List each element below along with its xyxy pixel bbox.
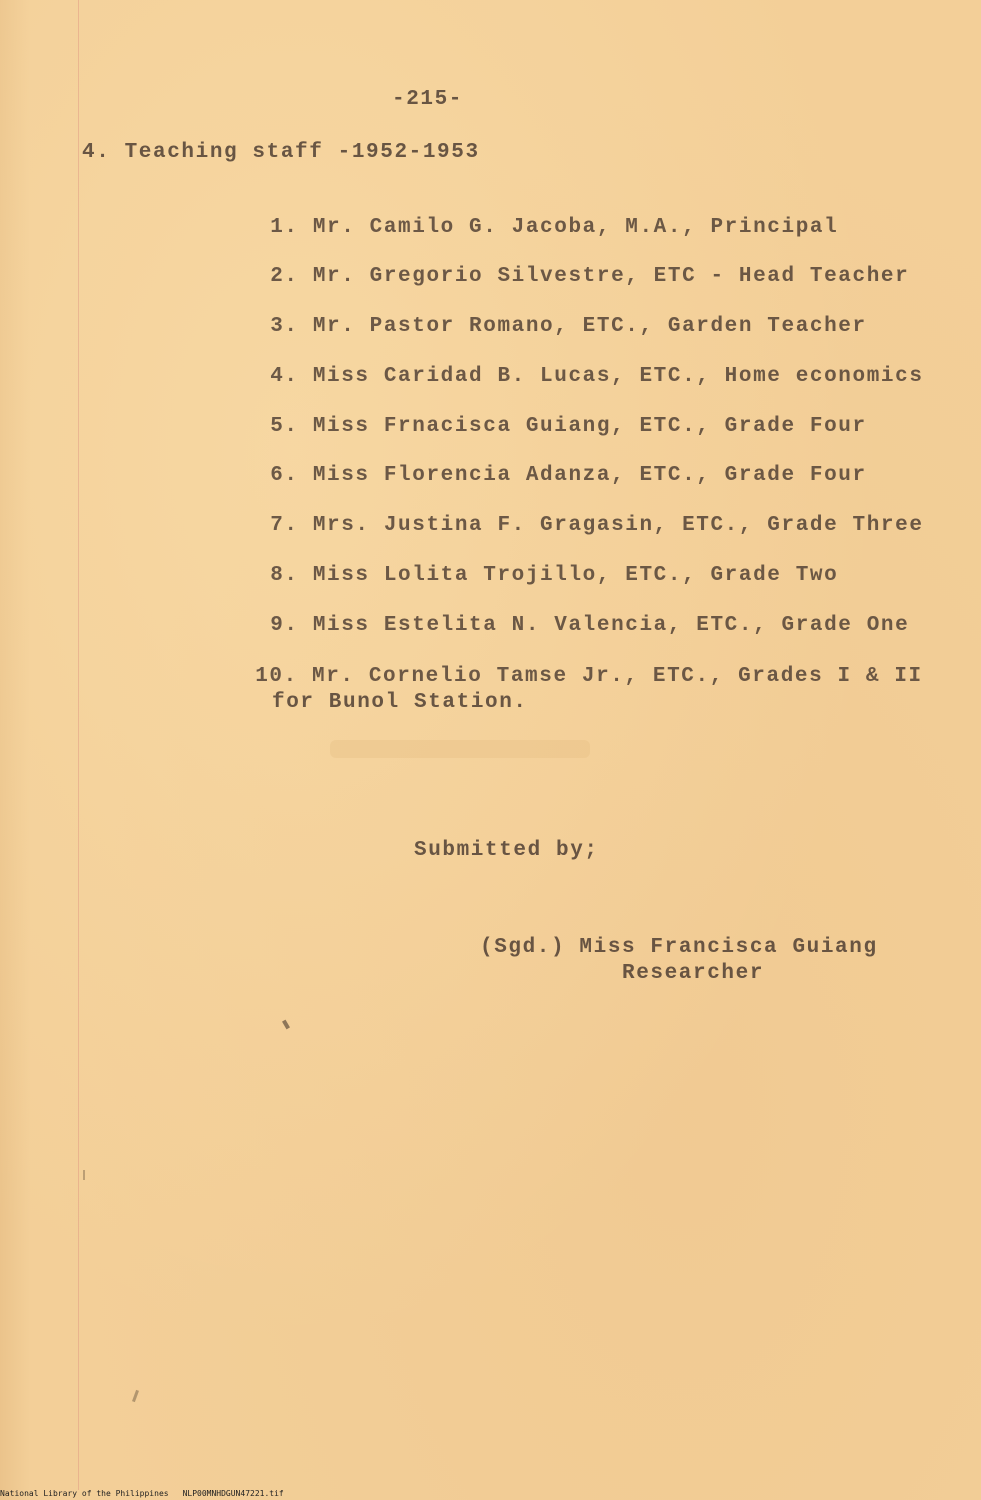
staff-item-number: 9.: [270, 614, 299, 637]
staff-item-number: 5.: [270, 415, 299, 438]
staff-item-number: 8.: [270, 564, 299, 587]
staff-item-text: Miss Frnacisca Guiang, ETC., Grade Four: [312, 415, 867, 438]
staff-item-number: 7.: [270, 514, 299, 537]
staff-item-text: Miss Florencia Adanza, ETC., Grade Four: [312, 464, 867, 487]
ink-speck: [83, 1170, 85, 1180]
staff-item-text: Mr. Pastor Romano, ETC., Garden Teacher: [312, 315, 867, 338]
archive-footer: [0, 1489, 298, 1498]
staff-item-number: 1.: [270, 216, 299, 239]
footer-library: National Library of the Philippines: [0, 1489, 169, 1498]
staff-item-text: Mr. Cornelio Tamse Jr., ETC., Grades I & II: [312, 665, 923, 688]
staff-item-text: Miss Estelita N. Valencia, ETC., Grade One: [312, 614, 910, 637]
section-heading: 4. Teaching staff -1952-1953: [82, 141, 480, 164]
staff-item-number: 3.: [270, 315, 299, 338]
faded-bleed-through: [330, 740, 590, 758]
submitted-by-label: Submitted by;: [414, 839, 599, 862]
staff-item-number: 6.: [270, 464, 299, 487]
staff-item-text: Mr. Camilo G. Jacoba, M.A., Principal: [312, 216, 839, 239]
ink-speck: [132, 1390, 139, 1402]
staff-item-text: Miss Caridad B. Lucas, ETC., Home economics: [312, 365, 924, 388]
staff-item-text: Mr. Gregorio Silvestre, ETC - Head Teacher: [312, 265, 910, 288]
signature-line: (Sgd.) Miss Francisca Guiang: [480, 936, 878, 959]
staff-item-number: 2.: [270, 265, 299, 288]
footer-filename: NLP00MNHDGUN47221.tif: [182, 1489, 284, 1498]
page-number: -215-: [392, 88, 464, 111]
staff-item-text: Mrs. Justina F. Gragasin, ETC., Grade Three: [312, 514, 924, 537]
staff-item-number: 4.: [270, 365, 299, 388]
ink-speck: [282, 1020, 290, 1030]
staff-continuation: for Bunol Station.: [272, 691, 528, 714]
signature-title: Researcher: [622, 962, 765, 985]
margin-rule: [78, 0, 79, 1490]
staff-item-text: Miss Lolita Trojillo, ETC., Grade Two: [312, 564, 839, 587]
staff-item-number: 10.: [255, 665, 298, 688]
